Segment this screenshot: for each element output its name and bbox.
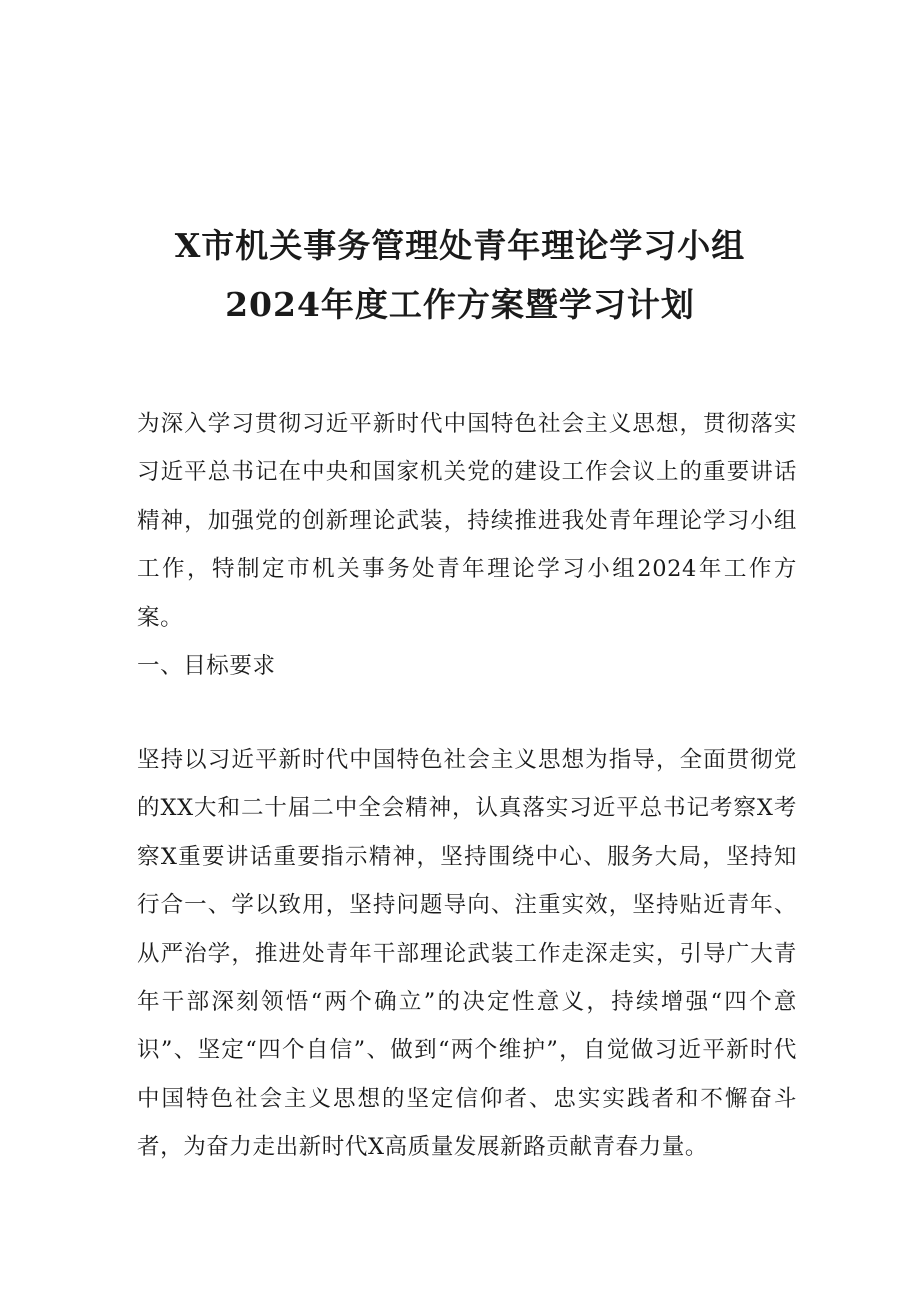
section-paragraph-goals: 坚持以习近平新时代中国特色社会主义思想为指导，全面贯彻党的XX大和二十届二中全会精神，认真落实习近平总书记考察X考察X重要讲话重要指示精神，坚持围绕中心、服务大局，坚持知行合一、学以致用，坚持问题导向、注重实效，坚持贴近青年、从严治学，推进处青年干部理论武装工作走深走实，引导广大青年干部深刻领悟“两个确立”的决定性意义，持续增强“四个意识”、坚定“四个自信”、做到“两个维护”，自觉做习近平新时代中国特色社会主义思想的坚定信仰者、忠实实践者和不懈奋斗者，为奋力走出新时代X高质量发展新路贡献青春力量。 [137,747,797,1161]
intro-paragraph: 为深入学习贯彻习近平新时代中国特色社会主义思想，贯彻落实习近平总书记在中央和国家机关党的建设工作会议上的重要讲话精神，加强党的创新理论武装，持续推进我处青年理论学习小组工作，特制定市机关事务处青年理论学习小组2024年工作方案。 [137,411,797,631]
document-title-line-1: X市机关事务管理处青年理论学习小组 [174,226,746,265]
section-heading-goals: 一、目标要求 [137,653,276,679]
document-title-line-2: 2024年度工作方案暨学习计划 [225,285,695,324]
